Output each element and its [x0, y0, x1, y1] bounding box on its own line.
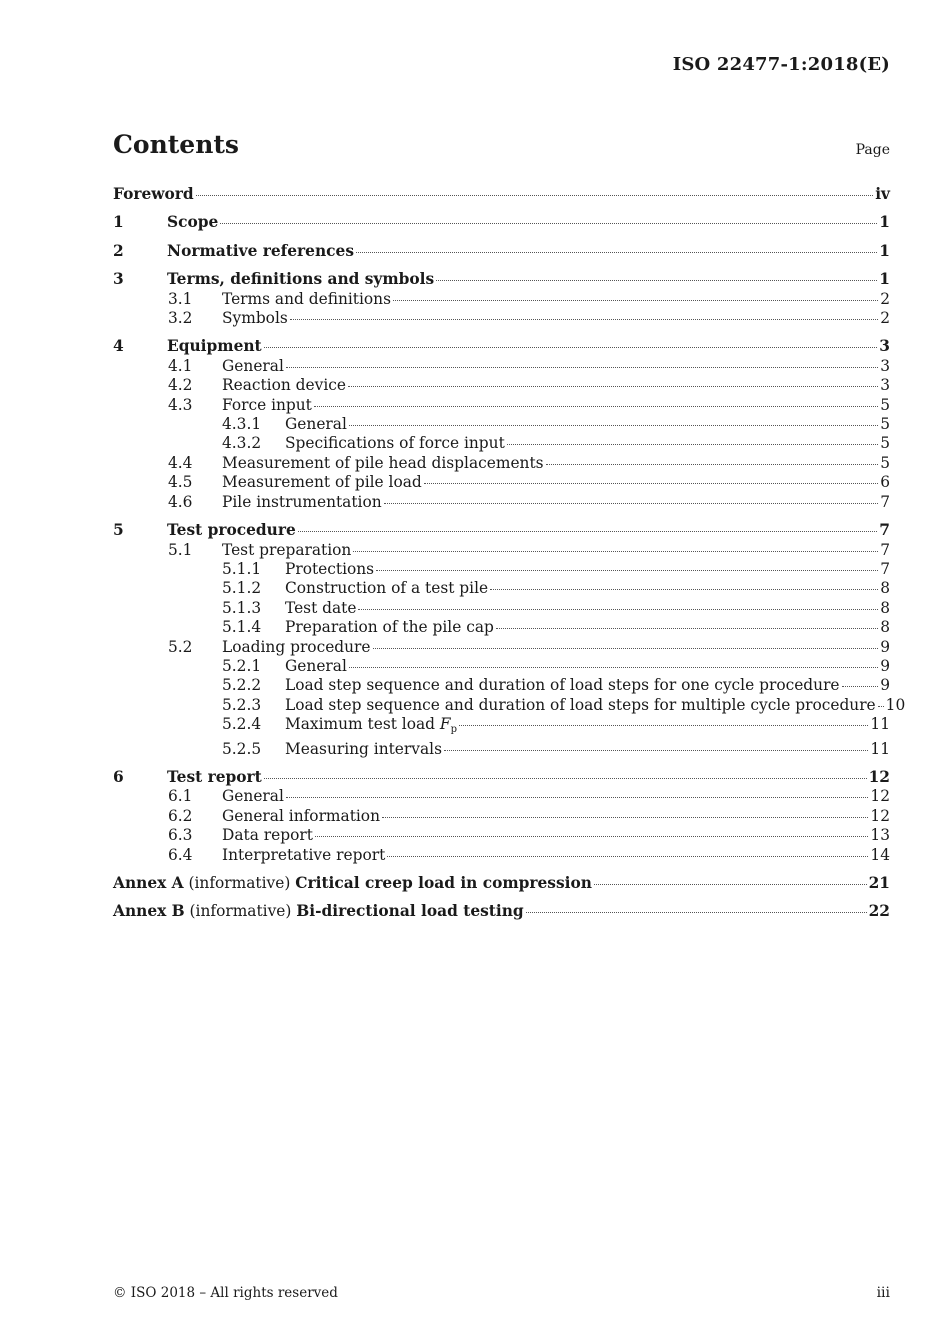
toc-entry-number: 5.2.2 — [222, 676, 262, 695]
toc-entry-number: 5.1.1 — [222, 559, 262, 578]
toc-entry[interactable] — [113, 846, 890, 865]
toc-entry-number: 4.3.1 — [222, 415, 262, 434]
toc-entry-page: 7 — [880, 559, 890, 578]
dot-leader — [348, 386, 878, 387]
toc-entry-title: Data report — [222, 826, 313, 845]
annex-page: 21 — [868, 874, 890, 892]
toc-entry-page: 9 — [880, 637, 890, 656]
toc-entry-title: Measurement of pile load — [222, 473, 422, 492]
toc-entry-number: 5.2.4 — [222, 715, 262, 734]
toc-entry-number: 1 — [113, 213, 124, 232]
toc-entry-page: 3 — [880, 376, 890, 395]
toc-entry-page: 5 — [880, 434, 890, 453]
toc-entry-page: 1 — [879, 270, 890, 289]
dot-leader — [490, 589, 878, 590]
dot-leader — [436, 280, 877, 281]
toc-entry-page: 7 — [880, 540, 890, 559]
dot-leader — [496, 628, 878, 629]
toc-entry-number: 5.2.5 — [222, 739, 262, 758]
toc-entry-title: Loading procedure — [222, 637, 371, 656]
annex-qualifier: (informative) — [184, 902, 297, 921]
annex-title — [113, 874, 592, 893]
toc-entry-title: Measuring intervals — [285, 739, 442, 758]
toc-entry[interactable] — [113, 807, 890, 826]
toc-entry[interactable] — [113, 493, 890, 512]
toc-entry-title: Force input — [222, 395, 312, 414]
dot-leader — [376, 570, 878, 571]
toc-entry[interactable] — [113, 415, 890, 434]
toc-entry-number: 6.4 — [168, 845, 193, 864]
dot-leader — [298, 531, 878, 532]
toc-entry-page: 2 — [880, 309, 890, 328]
toc-entry-title: Test procedure — [167, 521, 296, 540]
toc-entry-page: 12 — [870, 806, 890, 825]
toc-entry[interactable] — [113, 579, 890, 598]
dot-leader — [384, 503, 879, 504]
toc-entry-page: 12 — [870, 787, 890, 806]
toc-entry[interactable] — [113, 560, 890, 579]
dot-leader — [353, 551, 878, 552]
toc-entry-page: 13 — [870, 826, 890, 845]
toc-entry[interactable] — [113, 396, 890, 415]
toc-entry[interactable] — [113, 657, 890, 676]
toc-entry-number: 4 — [113, 337, 124, 356]
toc-entry-title: General — [285, 415, 347, 434]
dot-leader — [196, 195, 874, 196]
toc-entry-title: Measurement of pile head displacements — [222, 453, 544, 472]
toc-entry-page: 11 — [870, 715, 890, 734]
toc-entry-page: 10 — [885, 695, 906, 714]
dot-leader — [444, 750, 868, 751]
annex-title — [113, 902, 524, 921]
toc-entry-title: Specifications of force input — [285, 434, 505, 453]
symbol-italic: F — [439, 715, 451, 734]
toc-entry-title: General — [222, 787, 284, 806]
toc-entry-number: 5.1.2 — [222, 579, 262, 598]
toc-entry-page: 6 — [880, 473, 890, 492]
toc-entry[interactable] — [113, 270, 890, 289]
footer-page-number: iii — [876, 1285, 890, 1301]
dot-leader — [507, 444, 878, 445]
contents-heading: Contents — [113, 130, 240, 159]
toc-entry-title: Terms, definitions and symbols — [167, 270, 435, 289]
toc-annex-entry[interactable] — [113, 902, 890, 921]
toc-entry-number: 3 — [113, 270, 124, 289]
toc-entry-number: 4.5 — [168, 473, 193, 492]
dot-leader — [349, 667, 878, 668]
toc-entry-page: 9 — [880, 676, 890, 695]
toc-entry-number: 4.3 — [168, 395, 193, 414]
annex-label: Annex B — [113, 902, 185, 921]
toc-entry-page: 7 — [879, 521, 890, 540]
toc-entry-page: 3 — [879, 337, 890, 356]
toc-entry[interactable] — [113, 521, 890, 540]
toc-entry-page: 11 — [870, 739, 890, 758]
dot-leader — [382, 817, 868, 818]
toc-entry-title: Test preparation — [222, 540, 352, 559]
dot-leader — [356, 252, 877, 253]
footer-copyright: © ISO 2018 – All rights reserved — [113, 1285, 338, 1301]
toc-entry[interactable] — [113, 185, 890, 204]
toc-entry[interactable] — [113, 618, 890, 637]
toc-entry-title: General — [285, 656, 347, 675]
dot-leader — [264, 778, 867, 779]
toc-entry-page: 5 — [880, 395, 890, 414]
dot-leader — [393, 300, 878, 301]
dot-leader — [878, 706, 884, 707]
toc-entry-title: Load step sequence and duration of load steps for one cycle procedure — [285, 676, 840, 695]
toc-entry-number: 4.6 — [168, 492, 193, 511]
toc-annex-entry[interactable] — [113, 874, 890, 893]
document-id: ISO 22477-1:2018(E) — [672, 54, 890, 75]
dot-leader — [286, 797, 869, 798]
toc-entry[interactable] — [113, 768, 890, 787]
dot-leader — [314, 406, 878, 407]
toc-entry-title: General information — [222, 806, 380, 825]
toc-entry[interactable] — [113, 695, 906, 715]
table-of-contents — [113, 185, 906, 922]
dot-leader — [358, 609, 878, 610]
toc-entry-title: Terms and definitions — [222, 289, 391, 308]
toc-entry-number: 5.1 — [168, 540, 193, 559]
dot-leader — [459, 725, 868, 726]
dot-leader — [594, 884, 867, 885]
dot-leader — [387, 856, 868, 857]
toc-entry-page: 2 — [880, 289, 890, 308]
toc-entry-title: Construction of a test pile — [285, 579, 489, 598]
symbol-subscript: p — [450, 724, 457, 736]
dot-leader — [546, 464, 879, 465]
toc-entry[interactable] — [113, 715, 890, 739]
toc-entry-number: 2 — [113, 241, 124, 260]
toc-entry[interactable] — [113, 213, 890, 232]
toc-entry[interactable] — [113, 337, 890, 356]
toc-entry-title: Load step sequence and duration of load steps for multiple cycle procedure — [285, 695, 876, 714]
toc-entry-page: 3 — [880, 356, 890, 375]
toc-entry[interactable] — [113, 454, 890, 473]
toc-entry-title: Equipment — [167, 337, 262, 356]
toc-entry-title: Protections — [285, 559, 375, 578]
annex-name: Critical creep load in compression — [295, 874, 592, 892]
toc-entry-number: 6.3 — [168, 826, 193, 845]
toc-entry[interactable] — [113, 541, 890, 560]
dot-leader — [842, 686, 879, 687]
toc-entry[interactable] — [113, 787, 890, 806]
annex-page: 22 — [868, 902, 890, 921]
toc-entry-number: 4.1 — [168, 356, 193, 375]
toc-entry-page: 8 — [880, 598, 890, 617]
annex-qualifier: (informative) — [183, 874, 296, 892]
toc-entry-title: General — [222, 356, 284, 375]
toc-entry-title: Interpretative report — [222, 845, 386, 864]
toc-entry-title: Test report — [167, 767, 262, 786]
toc-entry-number: 5.1.3 — [222, 598, 262, 617]
dot-leader — [315, 836, 869, 837]
toc-entry-title: Reaction device — [222, 376, 346, 395]
toc-entry-page: 5 — [880, 453, 890, 472]
toc-entry[interactable] — [113, 826, 890, 845]
toc-entry-number: 5 — [113, 521, 124, 540]
toc-entry-title: Normative references — [167, 241, 354, 260]
toc-entry-number: 6.2 — [168, 806, 193, 825]
toc-entry-page: 9 — [880, 656, 890, 675]
toc-entry-number: 6.1 — [168, 787, 193, 806]
toc-entry-page: 1 — [879, 213, 890, 232]
annex-label: Annex A — [113, 874, 184, 892]
toc-entry-title: Maximum test load $F_p$ — [285, 715, 457, 736]
toc-entry[interactable] — [113, 242, 890, 261]
toc-entry-page: 1 — [879, 241, 890, 260]
toc-entry[interactable] — [113, 676, 890, 695]
page-column-label: Page — [855, 142, 890, 158]
toc-entry-title: Test date — [285, 598, 357, 617]
toc-entry[interactable] — [113, 473, 890, 492]
dot-leader — [220, 223, 877, 224]
dot-leader — [349, 425, 878, 426]
toc-entry[interactable] — [113, 638, 890, 657]
toc-entry-title: Scope — [167, 213, 219, 232]
toc-entry-title: Preparation of the pile cap — [285, 618, 494, 637]
toc-entry-number: 5.2.3 — [222, 695, 262, 714]
toc-entry-title: Foreword — [113, 185, 194, 203]
dot-leader — [264, 347, 878, 348]
toc-entry-number: 4.4 — [168, 453, 193, 472]
toc-entry-number: 3.1 — [168, 289, 193, 308]
annex-name: Bi-directional load testing — [296, 902, 524, 921]
toc-entry[interactable] — [113, 740, 890, 759]
toc-entry[interactable] — [113, 357, 890, 376]
toc-entry[interactable] — [113, 290, 890, 309]
toc-entry-page: iv — [875, 185, 890, 203]
toc-entry[interactable] — [113, 599, 890, 618]
toc-entry-number: 5.1.4 — [222, 618, 262, 637]
toc-entry-number: 5.2.1 — [222, 656, 262, 675]
toc-entry-number: 5.2 — [168, 637, 193, 656]
dot-leader — [424, 483, 878, 484]
toc-entry-page: 12 — [868, 767, 890, 786]
dot-leader — [286, 367, 878, 368]
toc-entry-title: Symbols — [222, 309, 288, 328]
toc-entry-page: 7 — [880, 492, 890, 511]
toc-entry-title: Pile instrumentation — [222, 492, 382, 511]
toc-entry-page: 5 — [880, 415, 890, 434]
dot-leader — [373, 648, 879, 649]
toc-entry-number: 4.3.2 — [222, 434, 262, 453]
toc-entry-page: 14 — [870, 845, 890, 864]
toc-entry-number: 4.2 — [168, 376, 193, 395]
toc-entry-number: 3.2 — [168, 309, 193, 328]
dot-leader — [290, 319, 878, 320]
toc-entry-page: 8 — [880, 618, 890, 637]
dot-leader — [526, 912, 867, 913]
toc-entry[interactable] — [113, 309, 890, 328]
toc-entry-number: 6 — [113, 767, 124, 786]
toc-entry-page: 8 — [880, 579, 890, 598]
toc-entry[interactable] — [113, 434, 890, 453]
toc-entry[interactable] — [113, 376, 890, 395]
